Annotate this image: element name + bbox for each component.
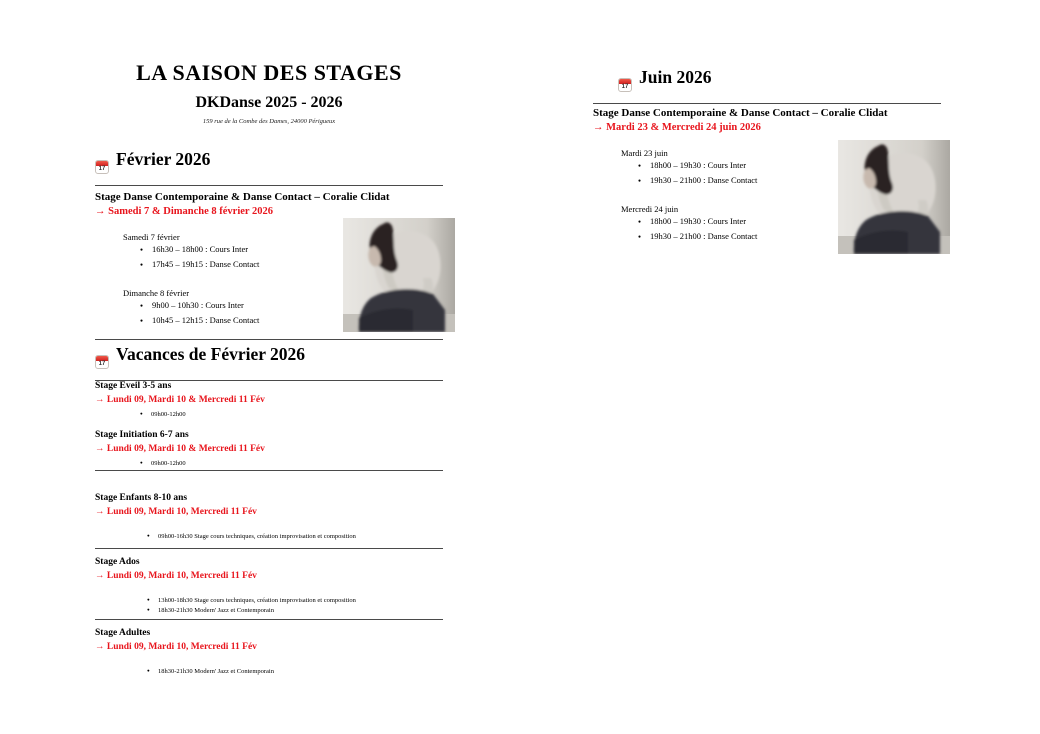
stage-dates: → Lundi 09, Mardi 10 & Mercredi 11 Fév — [95, 395, 265, 405]
bullet-icon — [140, 410, 151, 420]
stage-block-eveil — [95, 380, 443, 420]
bullet-icon — [147, 667, 158, 677]
bullet-icon — [140, 243, 152, 258]
right-column — [593, 0, 941, 734]
bullet-icon — [140, 459, 151, 469]
calendar-icon-day: 17 — [621, 84, 629, 90]
page-title: LA SAISON DES STAGES — [136, 60, 402, 85]
page-subtitle: DKDanse 2025 - 2026 — [195, 94, 343, 111]
calendar-icon — [618, 78, 632, 92]
stage-block-initiation — [95, 429, 443, 469]
section-divider — [95, 619, 443, 620]
section-divider — [95, 548, 443, 549]
schedule-item-text: 16h30 – 18h00 : Cours Inter — [152, 244, 249, 254]
schedule-item — [95, 532, 443, 542]
stage-items — [95, 667, 443, 677]
document-header — [95, 60, 443, 125]
stage-block-ados — [95, 556, 443, 616]
section-heading-juin — [593, 68, 941, 104]
stage-dates: → Lundi 09, Mardi 10, Mercredi 11 Fév — [95, 642, 257, 652]
schedule-item-text: 13h00-18h30 Stage cours techniques, création improvisation et composition — [158, 597, 356, 604]
day-label: Mardi 23 juin — [621, 148, 668, 158]
section-heading-label: Juin 2026 — [639, 67, 712, 87]
schedule-item-text: 09h00-16h30 Stage cours techniques, création improvisation et composition — [158, 533, 356, 540]
schedule-item-text: 17h45 – 19h15 : Danse Contact — [152, 259, 260, 269]
bullet-icon — [140, 258, 152, 273]
calendar-icon — [95, 160, 109, 174]
bullet-icon — [147, 596, 158, 606]
calendar-icon-day: 17 — [98, 361, 106, 367]
bullet-icon — [140, 314, 152, 329]
schedule-item-text: 18h00 – 19h30 : Cours Inter — [650, 160, 747, 170]
stage-items — [95, 596, 443, 616]
stage-block-adultes — [95, 627, 443, 677]
dancer-photo — [343, 218, 455, 332]
section-heading-label: Vacances de Février 2026 — [116, 344, 306, 364]
calendar-icon-day: 17 — [98, 166, 106, 172]
schedule-item-text: 18h30-21h30 Modern' Jazz et Contemporain — [158, 668, 274, 675]
stage-dates: → Samedi 7 & Dimanche 8 février 2026 — [95, 206, 273, 217]
section-heading-label: Février 2026 — [116, 149, 211, 169]
stage-title: Stage Eveil 3-5 ans — [95, 381, 172, 391]
schedule-item — [95, 596, 443, 606]
section-divider — [95, 339, 443, 340]
stage-items — [95, 532, 443, 542]
day-label: Mercredi 24 juin — [621, 204, 679, 214]
bullet-icon — [638, 174, 650, 189]
bullet-icon — [638, 215, 650, 230]
stage-title: Stage Danse Contemporaine & Danse Contact – Coralie Clidat — [95, 191, 390, 203]
stage-block-enfants — [95, 492, 443, 542]
schedule-item-text: 19h30 – 21h00 : Danse Contact — [650, 231, 758, 241]
bullet-icon — [638, 159, 650, 174]
schedule-item-text: 18h00 – 19h30 : Cours Inter — [650, 216, 747, 226]
schedule-item-text: 09h00-12h00 — [151, 411, 186, 418]
schedule-item — [95, 410, 443, 420]
stage-dates: → Mardi 23 & Mercredi 24 juin 2026 — [593, 122, 761, 133]
bullet-icon — [638, 230, 650, 245]
calendar-icon — [95, 355, 109, 369]
day-label: Samedi 7 février — [123, 232, 180, 242]
dancer-photo — [838, 140, 950, 254]
section-divider — [95, 470, 443, 471]
day-label: Dimanche 8 février — [123, 288, 190, 298]
schedule-item-text: 19h30 – 21h00 : Danse Contact — [650, 175, 758, 185]
schedule-item-text: 09h00-12h00 — [151, 460, 186, 467]
schedule-item-text: 18h30-21h30 Modern' Jazz et Contemporain — [158, 607, 274, 614]
section-heading-fevrier — [95, 150, 443, 186]
section-heading-vacances — [95, 345, 443, 381]
bullet-icon — [140, 299, 152, 314]
stage-dates: → Lundi 09, Mardi 10, Mercredi 11 Fév — [95, 507, 257, 517]
left-column — [95, 0, 443, 734]
schedule-item-text: 9h00 – 10h30 : Cours Inter — [152, 300, 244, 310]
stage-dates: → Lundi 09, Mardi 10, Mercredi 11 Fév — [95, 571, 257, 581]
stage-items — [95, 410, 443, 420]
stage-title: Stage Adultes — [95, 628, 151, 638]
stage-title: Stage Ados — [95, 557, 140, 567]
page-address: 159 rue de la Combe des Dames, 24000 Périgueux — [202, 118, 336, 125]
schedule-item — [95, 459, 443, 469]
bullet-icon — [147, 532, 158, 542]
stage-title: Stage Danse Contemporaine & Danse Contact – Coralie Clidat — [593, 107, 888, 119]
schedule-item — [95, 667, 443, 677]
stage-dates: → Lundi 09, Mardi 10 & Mercredi 11 Fév — [95, 444, 265, 454]
stage-title: Stage Enfants 8-10 ans — [95, 493, 188, 503]
stage-title: Stage Initiation 6-7 ans — [95, 430, 189, 440]
schedule-item — [95, 606, 443, 616]
bullet-icon — [147, 606, 158, 616]
stage-items — [95, 459, 443, 469]
schedule-item-text: 10h45 – 12h15 : Danse Contact — [152, 315, 260, 325]
